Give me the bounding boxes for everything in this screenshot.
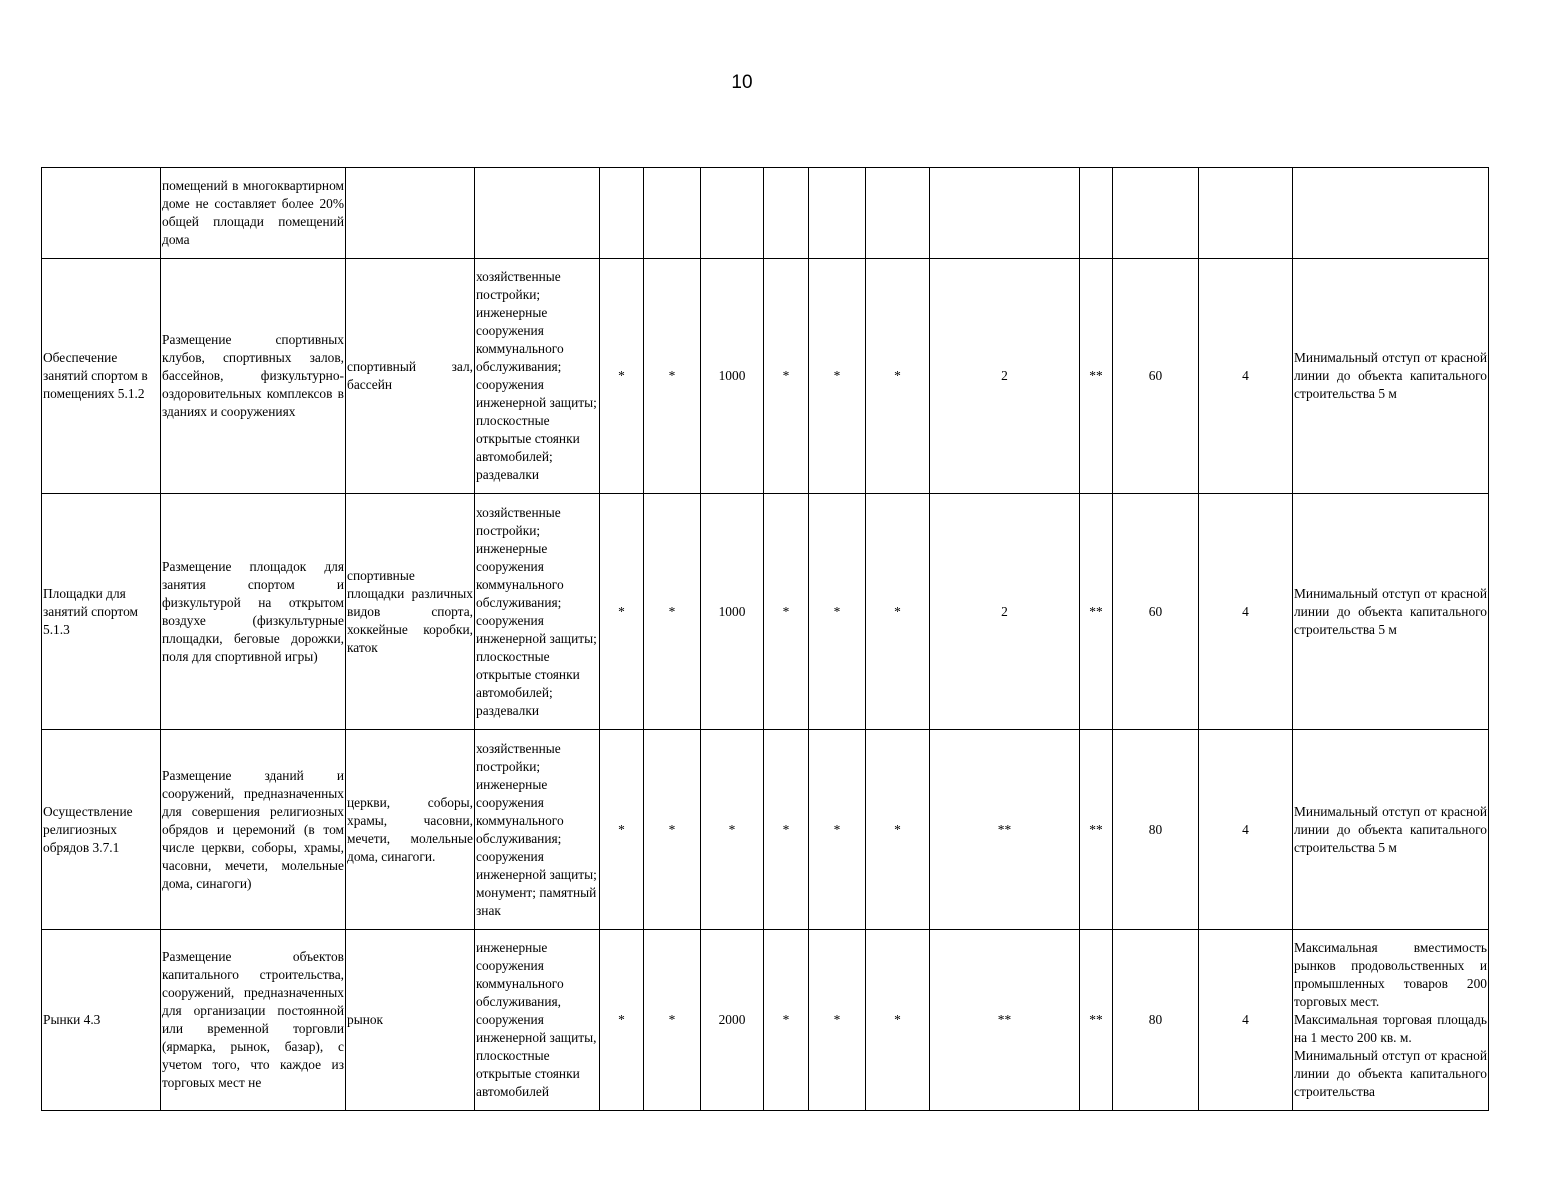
param-cell-2: *: [644, 730, 701, 930]
param-cell-10: 4: [1199, 259, 1293, 494]
notes-cell: Минимальный отступ от красной линии до объекта капитального строительства 5 м: [1293, 494, 1489, 730]
param-cell-5: *: [809, 494, 866, 730]
param-cell-9: 80: [1113, 930, 1199, 1111]
param-cell-10: [1199, 168, 1293, 259]
param-cell-3: 2000: [701, 930, 764, 1111]
param-cell-10: 4: [1199, 494, 1293, 730]
param-cell-6: *: [866, 494, 930, 730]
param-cell-7: [930, 168, 1080, 259]
param-cell-8: [1080, 168, 1113, 259]
param-cell-1: [600, 168, 644, 259]
description-cell: Размещение зданий и сооружений, предназначенных для совершения религиозных обрядов и церемоний (в том числе церкви, соборы, храмы, часовни, мечети, молельные дома, синагоги): [161, 730, 346, 930]
param-cell-6: [866, 168, 930, 259]
param-cell-6: *: [866, 730, 930, 930]
param-cell-10: 4: [1199, 730, 1293, 930]
auxiliary-uses-cell: хозяйственные постройки; инженерные сооружения коммунального обслуживания; сооружения инженерной защиты; плоскостные открытые стоянки автомобилей; раздевалки: [475, 259, 600, 494]
param-cell-1: *: [600, 730, 644, 930]
objects-cell: церкви, соборы, храмы, часовни, мечети, молельные дома, синагоги.: [346, 730, 475, 930]
param-cell-1: *: [600, 930, 644, 1111]
use-type-cell: [42, 168, 161, 259]
notes-cell: Минимальный отступ от красной линии до объекта капитального строительства 5 м: [1293, 259, 1489, 494]
use-type-cell: Осуществление религиозных обрядов 3.7.1: [42, 730, 161, 930]
notes-cell: Максимальная вместимость рынков продовольственных и промышленных товаров 200 торговых мест. Максимальная торговая площадь на 1 место 200 кв. м. Минимальный отступ от красной линии до объекта капитального строительства: [1293, 930, 1489, 1111]
param-cell-7: **: [930, 930, 1080, 1111]
use-type-cell: Рынки 4.3: [42, 930, 161, 1111]
description-cell: Размещение объектов капитального строительства, сооружений, предназначенных для организации постоянной или временной торговли (ярмарка, рынок, базар), с учетом того, что каждое из торговых мест не: [161, 930, 346, 1111]
param-cell-4: *: [764, 259, 809, 494]
auxiliary-uses-cell: инженерные сооружения коммунального обслуживания, сооружения инженерной защиты, плоскостные открытые стоянки автомобилей: [475, 930, 600, 1111]
param-cell-1: *: [600, 259, 644, 494]
use-type-cell: Обеспечение занятий спортом в помещениях 5.1.2: [42, 259, 161, 494]
description-cell: Размещение площадок для занятия спортом и физкультурой на открытом воздухе (физкультурные площадки, беговые дорожки, поля для спортивной игры): [161, 494, 346, 730]
objects-cell: спортивный зал, бассейн: [346, 259, 475, 494]
param-cell-4: *: [764, 930, 809, 1111]
param-cell-2: [644, 168, 701, 259]
description-cell: Размещение спортивных клубов, спортивных залов, бассейнов, физкультурно-оздоровительных комплексов в зданиях и сооружениях: [161, 259, 346, 494]
param-cell-5: *: [809, 730, 866, 930]
param-cell-5: *: [809, 930, 866, 1111]
notes-cell: [1293, 168, 1489, 259]
land-use-regulations-table: [41, 167, 1489, 1111]
param-cell-9: 60: [1113, 494, 1199, 730]
notes-cell: Минимальный отступ от красной линии до объекта капитального строительства 5 м: [1293, 730, 1489, 930]
param-cell-7: 2: [930, 494, 1080, 730]
param-cell-6: *: [866, 930, 930, 1111]
param-cell-3: *: [701, 730, 764, 930]
objects-cell: рынок: [346, 930, 475, 1111]
table-row: [42, 730, 1489, 930]
param-cell-8: **: [1080, 259, 1113, 494]
param-cell-8: **: [1080, 730, 1113, 930]
description-cell: помещений в многоквартирном доме не составляет более 20% общей площади помещений дома: [161, 168, 346, 259]
use-type-cell: Площадки для занятий спортом 5.1.3: [42, 494, 161, 730]
param-cell-8: **: [1080, 494, 1113, 730]
table-row: [42, 494, 1489, 730]
param-cell-2: *: [644, 259, 701, 494]
param-cell-9: [1113, 168, 1199, 259]
param-cell-5: [809, 168, 866, 259]
param-cell-4: *: [764, 494, 809, 730]
param-cell-2: *: [644, 494, 701, 730]
param-cell-5: *: [809, 259, 866, 494]
table-row: [42, 168, 1489, 259]
param-cell-9: 80: [1113, 730, 1199, 930]
param-cell-4: [764, 168, 809, 259]
param-cell-2: *: [644, 930, 701, 1111]
auxiliary-uses-cell: [475, 168, 600, 259]
table-row: [42, 930, 1489, 1111]
param-cell-3: [701, 168, 764, 259]
param-cell-8: **: [1080, 930, 1113, 1111]
auxiliary-uses-cell: хозяйственные постройки; инженерные сооружения коммунального обслуживания; сооружения инженерной защиты; плоскостные открытые стоянки автомобилей; раздевалки: [475, 494, 600, 730]
param-cell-10: 4: [1199, 930, 1293, 1111]
objects-cell: [346, 168, 475, 259]
param-cell-6: *: [866, 259, 930, 494]
param-cell-3: 1000: [701, 494, 764, 730]
table-row: [42, 259, 1489, 494]
param-cell-7: 2: [930, 259, 1080, 494]
param-cell-9: 60: [1113, 259, 1199, 494]
param-cell-1: *: [600, 494, 644, 730]
param-cell-4: *: [764, 730, 809, 930]
param-cell-7: **: [930, 730, 1080, 930]
objects-cell: спортивные площадки различных видов спорта, хоккейные коробки, каток: [346, 494, 475, 730]
page-number: 10: [731, 72, 753, 93]
param-cell-3: 1000: [701, 259, 764, 494]
auxiliary-uses-cell: хозяйственные постройки; инженерные сооружения коммунального обслуживания; сооружения инженерной защиты; монумент; памятный знак: [475, 730, 600, 930]
